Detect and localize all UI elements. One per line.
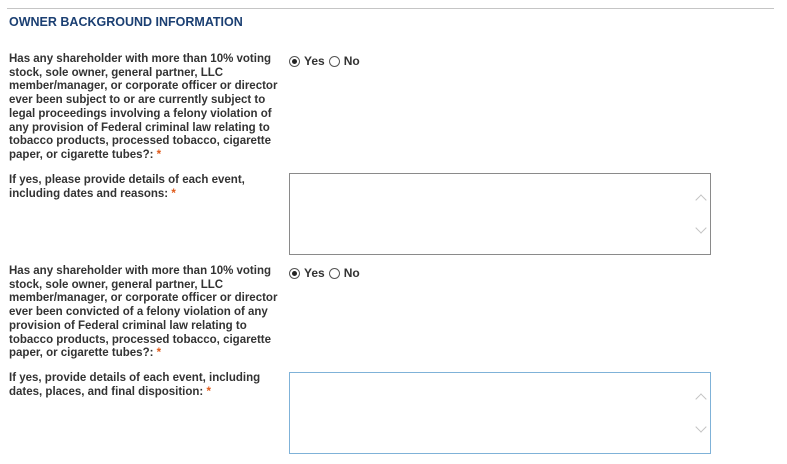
question-2-text: Has any shareholder with more than 10% voting stock, sole owner, general partner, LLC member/manager, or corporate officer or director ever been convicted of a felony violation of any provision of Federal criminal law relating to tobacco products, processed tobacco, cigarette paper, or cigarette tubes?: (9, 265, 278, 360)
question-2-yes-radio[interactable] (289, 268, 300, 279)
question-1-text: Has any shareholder with more than 10% voting stock, sole owner, general partner, LLC member/manager, or corporate officer or director ever been subject to or are currently subject to legal proceedings involving a felony violation of any provision of Federal criminal law relating to tobacco products, processed tobacco, cigarette paper, or cigarette tubes?: (9, 53, 278, 161)
details-2-label (9, 372, 279, 399)
question-2-radio-group (289, 266, 364, 280)
required-marker: * (156, 148, 162, 161)
required-marker: * (171, 187, 176, 200)
question-1-yes-label[interactable]: Yes (304, 54, 325, 68)
radio-selected-dot (292, 59, 297, 64)
details-1-text: If yes, please provide details of each event, including dates and reasons: (9, 174, 245, 200)
question-1-radio-group (289, 54, 364, 68)
scroll-down-icon[interactable] (695, 222, 706, 233)
scroll-down-icon[interactable] (695, 421, 706, 432)
details-1-textarea[interactable] (289, 173, 711, 255)
question-2-label (9, 265, 291, 361)
question-2-no-label[interactable]: No (343, 266, 360, 280)
details-2-scrollbar[interactable] (693, 373, 710, 453)
question-1-no-radio[interactable] (329, 56, 340, 67)
question-1-no-label[interactable]: No (343, 54, 360, 68)
radio-selected-dot (292, 271, 297, 276)
scroll-up-icon[interactable] (695, 194, 706, 205)
details-2-text: If yes, provide details of each event, including dates, places, and final disposition: (9, 372, 261, 398)
question-2-no-radio[interactable] (329, 268, 340, 279)
question-2-yes-label[interactable]: Yes (304, 266, 325, 280)
details-2-textarea[interactable] (289, 372, 711, 454)
section-title: OWNER BACKGROUND INFORMATION (9, 15, 243, 29)
details-1-label (9, 174, 279, 201)
question-1-label (9, 53, 291, 163)
required-marker: * (156, 347, 162, 360)
scroll-up-icon[interactable] (695, 393, 706, 404)
required-marker: * (206, 385, 211, 398)
top-divider (7, 8, 774, 9)
question-1-yes-radio[interactable] (289, 56, 300, 67)
details-1-scrollbar[interactable] (693, 174, 710, 254)
